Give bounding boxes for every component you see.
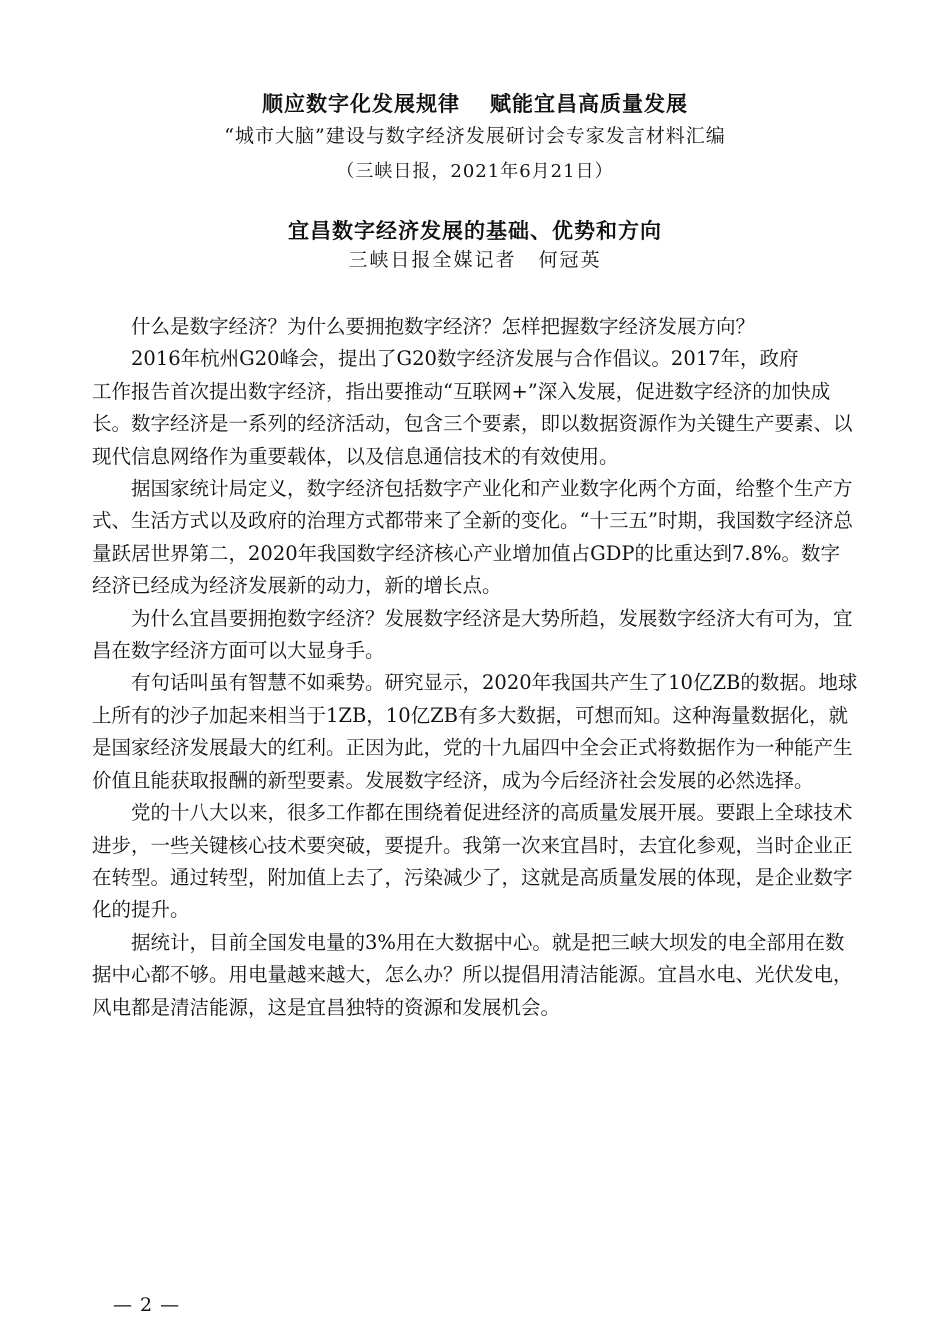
- main-title-part-2: 赋能宜昌高质量发展: [490, 91, 688, 116]
- source-line: （三峡日报，2021年6月21日）: [336, 161, 614, 182]
- paragraph: 2016年杭州G20峰会，提出了G20数字经济发展与合作倡议。2017年，政府: [131, 347, 799, 371]
- paragraph: 为什么宜昌要拥抱数字经济？发展数字经济是大势所趋，发展数字经济大有可为，宜昌在数字经济方面可以大显身手。: [92, 606, 853, 663]
- byline: [0, 245, 950, 272]
- reporter-role: 三峡日报全媒记者: [348, 249, 517, 271]
- subtitle: “城市大脑”建设与数字经济发展研讨会专家发言材料汇编: [224, 125, 726, 147]
- paragraph: 什么是数字经济？为什么要拥抱数字经济？怎样把握数字经济发展方向？: [131, 315, 756, 338]
- reporter-name: 何冠英: [538, 249, 602, 271]
- article-title: 宜昌数字经济发展的基础、优势和方向: [288, 218, 662, 243]
- main-title-part-1: 顺应数字化发展规律: [262, 91, 460, 116]
- page-number: — 2 —: [113, 1294, 181, 1316]
- article-body: [92, 311, 858, 1024]
- paragraph: 党的十八大以来，很多工作都在围绕着促进经济的高质量发展开展。要跟上全球技术进步，一些关键核心技术要突破，要提升。我第一次来宜昌时，去宜化参观，当时企业正在转型。通过转型，附加值上去了，污染减少了，这就是高质量发展的体现，是企业数字化的提升。: [92, 801, 853, 922]
- paragraph: 据国家统计局定义，数字经济包括数字产业化和产业数字化两个方面，给整个生产方式、生活方式以及政府的治理方式都带来了全新的变化。“十三五”时期，我国数字经济总量跃居世界第二，2020年我国数字经济核心产业增加值占GDP的比重达到7.8%。数字经济已经成为经济发展新的动力，新的增长点。: [92, 477, 853, 598]
- paragraph: 工作报告首次提出数字经济，指出要推动“互联网+”深入发展，促进数字经济的加快成长。数字经济是一系列的经济活动，包含三个要素，即以数据资源作为关键生产要素、以现代信息网络作为重要载体，以及信息通信技术的有效使用。: [92, 379, 853, 468]
- paragraph: 据统计，目前全国发电量的3%用在大数据中心。就是把三峡大坝发的电全部用在数据中心都不够。用电量越来越大，怎么办？所以提倡用清洁能源。宜昌水电、光伏发电，风电都是清洁能源，这是宜昌独特的资源和发展机会。: [92, 930, 853, 1019]
- main-title: [0, 88, 950, 118]
- paragraph: 有句话叫虽有智慧不如乘势。研究显示，2020年我国共产生了10亿ZB的数据。地球上所有的沙子加起来相当于1ZB，10亿ZB有多大数据，可想而知。这种海量数据化，就是国家经济发展最大的红利。正因为此，党的十九届四中全会正式将数据作为一种能产生价值且能获取报酬的新型要素。发展数字经济，成为今后经济社会发展的必然选择。: [92, 671, 858, 792]
